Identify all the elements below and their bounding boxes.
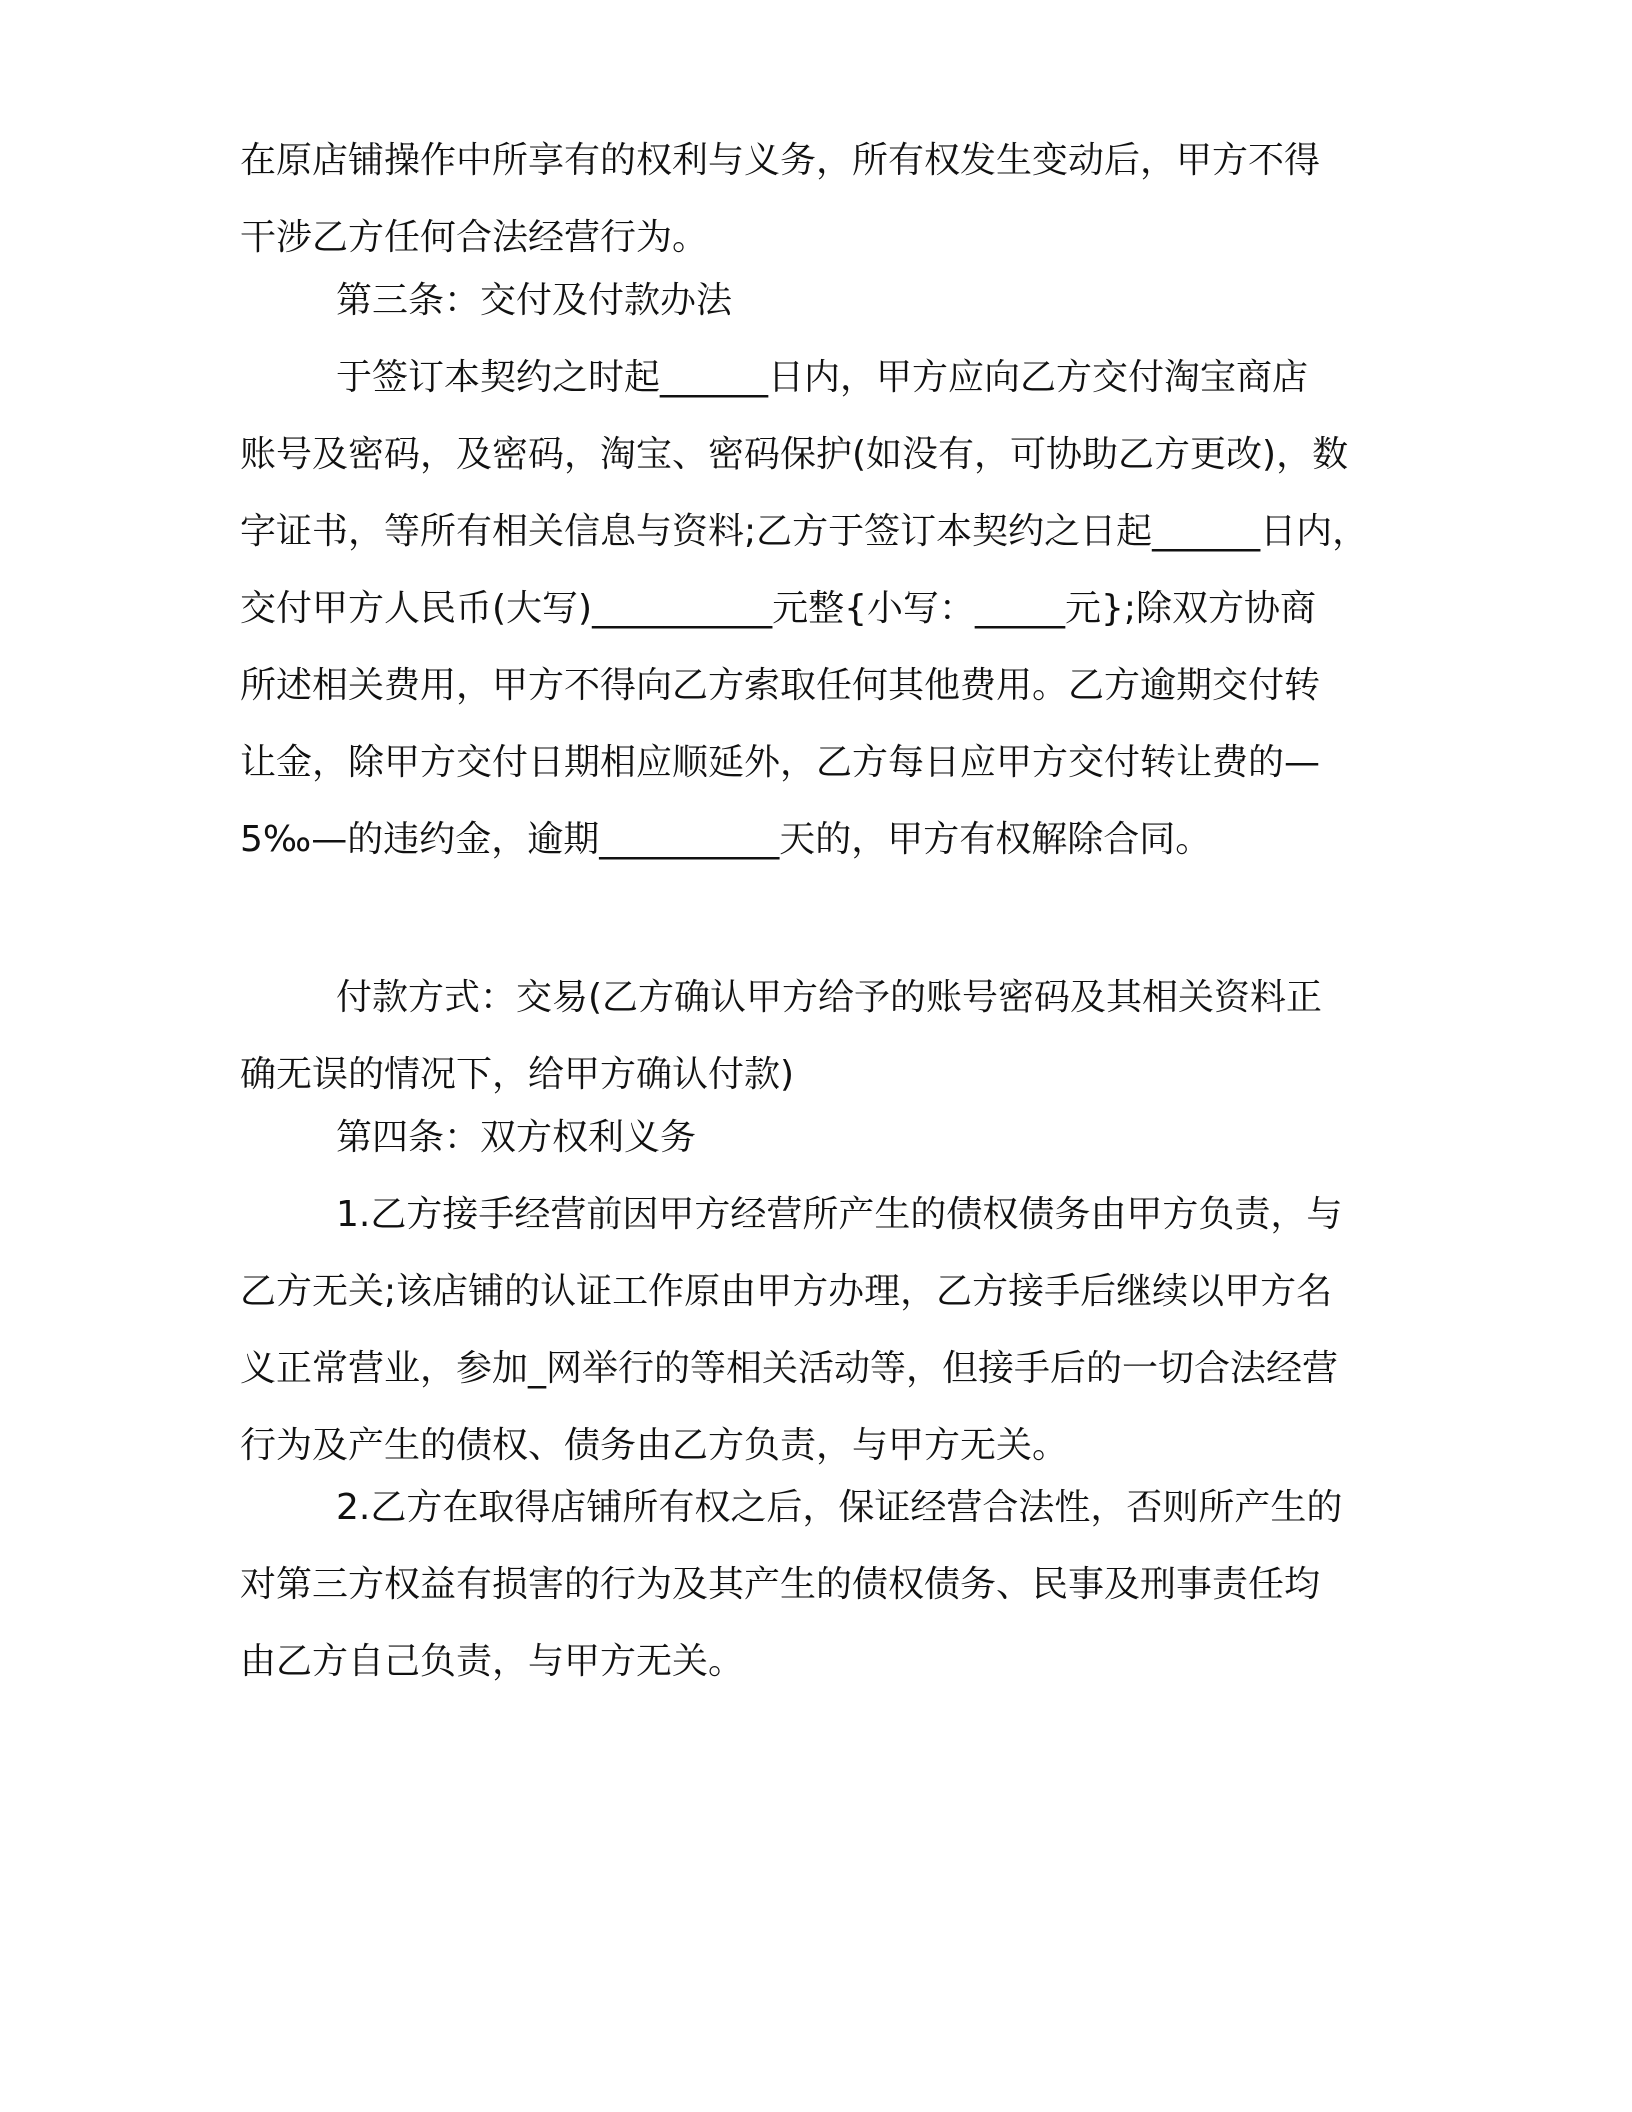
text-line: 5‰—的违约金，逾期__________天的，甲方有权解除合同。 [240,819,1212,860]
text-line: 对第三方权益有损害的行为及其产生的债权债务、民事及刑事责任均 [240,1564,1321,1605]
text-line: 乙方无关;该店铺的认证工作原由甲方办理，乙方接手后继续以甲方名 [240,1271,1333,1312]
text-line: 行为及产生的债权、债务由乙方负责，与甲方无关。 [240,1425,1069,1466]
text-line: 第三条：交付及付款办法 [336,280,733,321]
text-line: 确无误的情况下，给甲方确认付款) [240,1054,795,1095]
paragraph-p7 [240,1469,1342,1700]
text-line: 交付甲方人民币(大写)__________元整{小写：_____元};除双方协商 [240,588,1317,629]
paragraph-p4 [240,959,1322,1113]
paragraph-p2 [240,262,732,339]
text-line: 字证书，等所有相关信息与资料;乙方于签订本契约之日起______日内， [240,511,1369,552]
text-line: 付款方式：交易(乙方确认甲方给予的账号密码及其相关资料正 [336,977,1323,1018]
text-line: 账号及密码，及密码，淘宝、密码保护(如没有，可协助乙方更改)，数 [240,434,1349,475]
paragraph-p1 [240,122,1320,276]
text-line: 第四条：双方权利义务 [336,1117,697,1158]
paragraph-p6 [240,1176,1342,1484]
text-line: 所述相关费用，甲方不得向乙方索取任何其他费用。乙方逾期交付转 [240,665,1321,706]
text-line: 2.乙方在取得店铺所有权之后，保证经营合法性，否则所产生的 [336,1487,1343,1528]
text-line: 义正常营业，参加_网举行的等相关活动等，但接手后的一切合法经营 [240,1348,1339,1389]
text-line: 1.乙方接手经营前因甲方经营所产生的债权债务由甲方负责，与 [336,1194,1343,1235]
text-line: 在原店铺操作中所享有的权利与义务，所有权发生变动后，甲方不得 [240,140,1321,181]
text-line: 于签订本契约之时起______日内，甲方应向乙方交付淘宝商店 [336,357,1309,398]
text-line: 由乙方自己负责，与甲方无关。 [240,1641,745,1682]
paragraph-p3 [240,339,1368,878]
text-line: 干涉乙方任何合法经营行为。 [240,217,709,258]
paragraph-p5 [240,1099,696,1176]
text-line: 让金，除甲方交付日期相应顺延外，乙方每日应甲方交付转让费的— [240,742,1321,783]
